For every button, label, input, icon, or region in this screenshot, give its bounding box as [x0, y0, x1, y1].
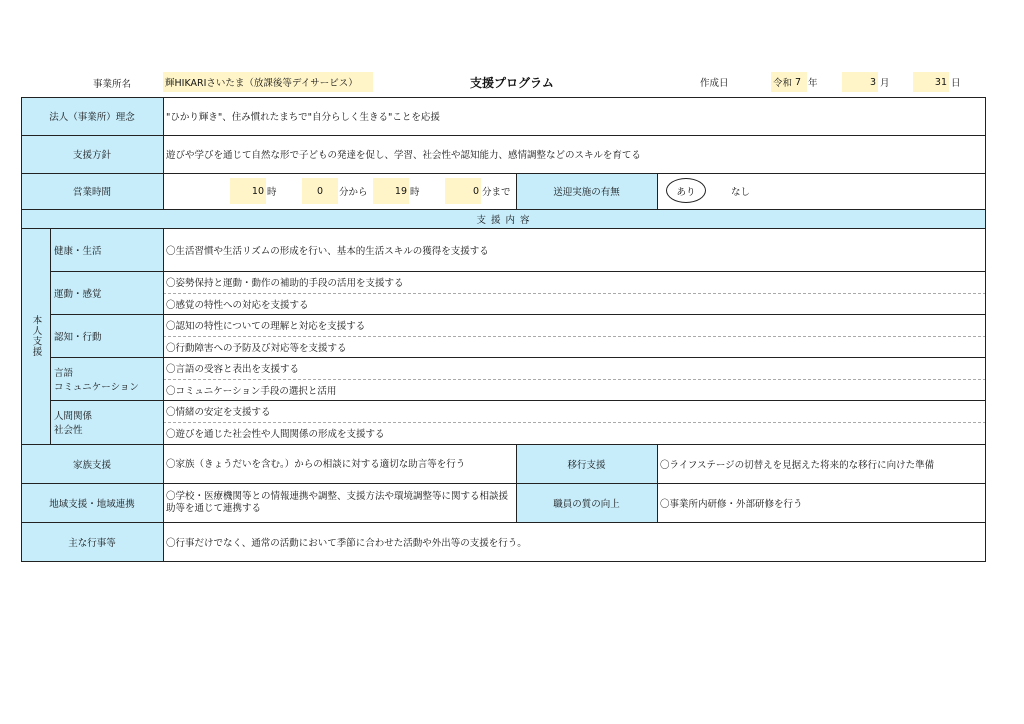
transport-label: 送迎実施の有無 — [516, 173, 657, 209]
created-label: 作成日 — [700, 78, 729, 89]
language-item-2: 〇コミュニケーション手段の選択と活用 — [166, 385, 337, 397]
community-text: 〇学校・医療機関等との情報連携や調整、支援方法や環境調整等に関する相談援助等を通じて連携する — [166, 490, 509, 514]
month-unit: 月 — [880, 78, 890, 89]
row-label-social: 人間関係 社会性 — [50, 400, 163, 444]
staff-label: 職員の質の向上 — [516, 483, 657, 522]
year-unit: 年 — [808, 78, 818, 89]
era-name: 令和 — [773, 78, 793, 89]
motor-item-1: 〇姿勢保持と運動・動作の補助的手段の活用を支援する — [166, 277, 404, 289]
policy-label: 支援方針 — [21, 135, 163, 173]
policy-text: 遊びや学びを通じて自然な形で子どもの発達を促し、学習、社会性や認知能力、感情調整などのスキルを育てる — [166, 150, 641, 161]
philosophy-text: "ひかり輝き"、住み慣れたまちで"自分らしく生きる"ことを応援 — [166, 112, 440, 123]
social-item-2: 〇遊びを通じた社会性や人間関係の形成を支援する — [166, 429, 385, 440]
events-label: 主な行事等 — [21, 522, 163, 561]
motor-item-2: 〇感覚の特性への対応を支援する — [166, 299, 309, 311]
row-label-language: 言語 コミュニケーション — [50, 357, 163, 400]
day-value: 31 — [913, 72, 949, 92]
office-label: 事業所名 — [92, 79, 131, 90]
hours-label: 営業時間 — [21, 173, 163, 209]
start-min: 0 — [302, 178, 338, 204]
row-label-health: 健康・生活 — [50, 228, 163, 271]
end-hour: 19 — [373, 178, 409, 204]
from-label: 分から — [339, 187, 368, 198]
cognition-item-2: 〇行動障害への予防及び対応等を支援する — [166, 342, 347, 354]
events-text: 〇行事だけでなく、通常の活動において季節に合わせた活動や外出等の支援を行う。 — [166, 537, 527, 549]
transition-label: 移行支援 — [516, 444, 657, 483]
row-label-motor: 運動・感覚 — [50, 271, 163, 314]
transition-text: 〇ライフステージの切替えを見据えた将来的な移行に向けた準備 — [660, 459, 935, 471]
family-label: 家族支援 — [21, 444, 163, 483]
family-text: 〇家族（きょうだいを含む。）からの相談に対する適切な助言等を行う — [166, 459, 466, 470]
cognition-item-1: 〇認知の特性についての理解と対応を支援する — [166, 320, 366, 332]
hour-unit-2: 時 — [410, 187, 420, 198]
support-content-header: 支 援 内 容 — [21, 209, 986, 228]
language-item-1: 〇言語の受容と表出を支援する — [166, 363, 300, 375]
month-value: 3 — [842, 72, 878, 92]
personal-support-label — [21, 228, 50, 444]
day-unit: 日 — [951, 78, 961, 89]
transport-yes-option[interactable]: あり — [666, 178, 706, 203]
era — [771, 72, 807, 92]
start-hour: 10 — [230, 178, 266, 204]
philosophy-label: 法人（事業所）理念 — [21, 97, 163, 135]
hour-unit-1: 時 — [267, 187, 277, 198]
page-title: 支援プログラム — [470, 75, 554, 90]
health-item-1: 〇生活習慣や生活リズムの形成を行い、基本的生活スキルの獲得を支援する — [166, 245, 489, 257]
row-label-cognition: 認知・行動 — [50, 314, 163, 357]
office-name: 輝HIKARIさいたま（放課後等デイサービス） — [163, 72, 373, 92]
year-value: 7 — [795, 76, 802, 88]
until-label: 分まで — [482, 187, 511, 198]
social-item-1: 〇情緒の安定を支援する — [166, 407, 271, 418]
end-min: 0 — [445, 178, 481, 204]
transport-no-option[interactable]: なし — [731, 186, 751, 198]
personal-support-text: 本人支援 — [30, 315, 42, 357]
staff-text: 〇事業所内研修・外部研修を行う — [660, 498, 803, 510]
community-label: 地域支援・地域連携 — [21, 483, 163, 522]
